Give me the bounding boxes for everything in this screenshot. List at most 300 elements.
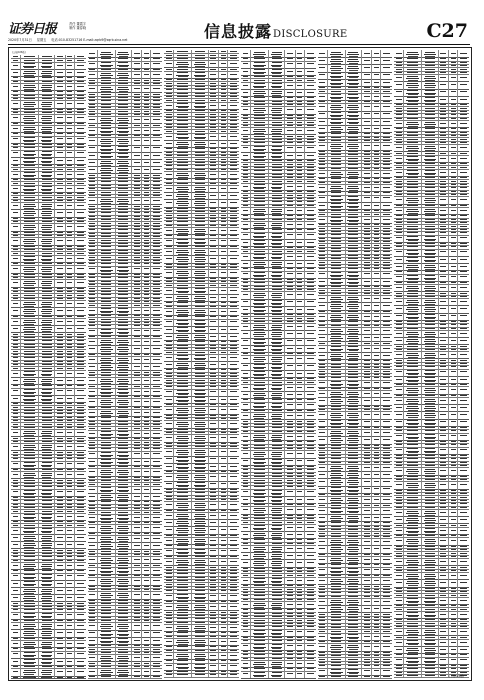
table-cell	[250, 61, 268, 68]
table-cell	[115, 535, 131, 542]
table-cell	[141, 137, 150, 144]
table-cell	[227, 652, 239, 659]
table-cell	[131, 50, 141, 57]
table-cell	[241, 531, 250, 538]
table-cell	[88, 468, 97, 475]
table-cell	[191, 603, 207, 610]
table-cell	[115, 363, 131, 370]
table-cell	[268, 412, 284, 419]
table-cell	[150, 363, 162, 370]
table-cell	[88, 542, 97, 549]
table-cell	[164, 199, 173, 206]
table-cell	[191, 319, 207, 326]
table-cell	[20, 69, 38, 76]
table-cell	[74, 325, 86, 332]
table-cell	[65, 562, 74, 569]
table-cell	[227, 133, 239, 140]
table-cell	[88, 486, 97, 493]
table-cell	[304, 629, 316, 636]
table-cell	[268, 260, 284, 267]
table-cell	[54, 651, 64, 658]
table-cell	[38, 489, 54, 496]
table-cell	[38, 594, 54, 601]
table-cell	[141, 542, 150, 549]
table-cell	[115, 577, 131, 584]
table-cell	[327, 478, 345, 485]
disclosure-table	[241, 50, 316, 678]
table-cell	[318, 79, 327, 86]
table-cell	[74, 629, 86, 636]
table-cell	[371, 567, 380, 574]
table-cell	[218, 624, 227, 631]
table-cell	[131, 152, 141, 159]
table-cell	[74, 377, 86, 384]
table-cell	[150, 61, 162, 68]
table-cell	[250, 433, 268, 440]
table-cell	[150, 377, 162, 384]
table-cell	[54, 279, 64, 286]
table-cell	[268, 253, 284, 260]
table-cell	[345, 577, 361, 584]
table-cell	[164, 354, 173, 361]
table-cell	[250, 402, 268, 409]
table-cell	[327, 397, 345, 404]
table-cell	[327, 302, 345, 309]
table-cell	[250, 145, 268, 152]
table-cell	[88, 145, 97, 152]
table-cell	[164, 192, 173, 199]
table-cell	[304, 232, 316, 239]
table-cell	[74, 471, 86, 478]
table-cell	[38, 513, 54, 520]
table-cell	[141, 159, 150, 166]
table-cell	[241, 291, 250, 298]
table-cell	[227, 389, 239, 396]
table-cell	[20, 676, 38, 678]
table-cell	[131, 197, 141, 204]
table-cell	[380, 486, 392, 493]
table-cell	[150, 535, 162, 542]
table-cell	[54, 587, 64, 594]
table-cell	[250, 601, 268, 608]
table-cell	[115, 152, 131, 159]
table-cell	[65, 279, 74, 286]
table-cell	[141, 577, 150, 584]
table-cell	[141, 430, 150, 437]
table-cell	[74, 62, 86, 69]
table-cell	[371, 313, 380, 320]
table-cell	[20, 461, 38, 468]
table-cell	[345, 216, 361, 223]
table-cell	[191, 406, 207, 413]
table-cell	[150, 328, 162, 335]
table-cell	[218, 558, 227, 565]
table-cell	[304, 391, 316, 398]
table-cell	[150, 622, 162, 629]
table-cell	[268, 127, 284, 134]
table-cell	[268, 384, 284, 391]
table-cell	[227, 673, 239, 676]
table-cell	[241, 489, 250, 496]
table-cell	[241, 433, 250, 440]
table-cell	[295, 355, 304, 362]
table-cell	[150, 388, 162, 395]
table-cell	[284, 402, 294, 409]
table-cell	[97, 486, 115, 493]
table-cell	[97, 328, 115, 335]
table-cell	[191, 140, 207, 147]
table-cell	[97, 514, 115, 521]
table-cell	[268, 68, 284, 75]
table-cell	[218, 133, 227, 140]
table-cell	[268, 345, 284, 352]
table-cell	[131, 388, 141, 395]
table-cell	[318, 111, 327, 118]
table-cell	[141, 591, 150, 598]
table-cell	[371, 464, 380, 471]
table-cell	[65, 377, 74, 384]
section-title-english: DISCLOSURE	[273, 29, 347, 40]
table-cell	[173, 663, 191, 670]
table-cell	[304, 496, 316, 503]
table-cell	[88, 451, 97, 458]
table-cell	[20, 658, 38, 665]
table-cell	[218, 673, 227, 676]
table-cell	[20, 443, 38, 450]
table-cell	[208, 537, 218, 544]
table-cell	[97, 542, 115, 549]
table-cell	[295, 629, 304, 636]
table-cell	[20, 489, 38, 496]
table-cell	[295, 545, 304, 552]
table-cell	[304, 363, 316, 370]
table-cell	[345, 334, 361, 341]
table-cell	[371, 125, 380, 132]
table-cell	[20, 150, 38, 157]
table-cell	[74, 307, 86, 314]
table-cell	[345, 184, 361, 191]
table-cell	[141, 116, 150, 123]
table-cell	[268, 577, 284, 584]
table-cell	[327, 125, 345, 132]
table-cell	[318, 380, 327, 387]
table-cell	[74, 676, 86, 678]
table-cell	[115, 137, 131, 144]
table-cell	[218, 420, 227, 427]
table-cell	[304, 221, 316, 228]
table-cell	[218, 593, 227, 600]
table-cell	[141, 61, 150, 68]
table-cell	[20, 209, 38, 216]
table-cell	[327, 567, 345, 574]
table-cell	[141, 363, 150, 370]
table-cell	[318, 556, 327, 563]
table-cell	[11, 471, 20, 478]
table-cell	[88, 50, 97, 57]
table-cell	[131, 345, 141, 352]
table-cell	[65, 83, 74, 90]
table-cell	[88, 398, 97, 405]
table-cell	[361, 64, 371, 71]
table-cell	[131, 159, 141, 166]
table-cell	[54, 541, 64, 548]
table-cell	[327, 142, 345, 149]
table-cell	[115, 493, 131, 500]
table-cell	[295, 402, 304, 409]
table-cell	[345, 72, 361, 79]
table-cell	[241, 552, 250, 559]
table-cell	[115, 524, 131, 531]
table-cell	[88, 493, 97, 500]
table-cell	[318, 496, 327, 503]
table-cell	[241, 506, 250, 513]
table-cell	[284, 271, 294, 278]
table-cell	[250, 50, 268, 57]
table-cell	[208, 652, 218, 659]
table-row	[88, 675, 163, 679]
table-cell	[20, 318, 38, 325]
table-cell	[65, 69, 74, 76]
table-cell	[115, 377, 131, 384]
table-cell	[327, 334, 345, 341]
table-cell	[241, 183, 250, 190]
table-cell	[150, 430, 162, 437]
table-cell	[88, 159, 97, 166]
table-cell	[173, 558, 191, 565]
table-cell	[54, 150, 64, 157]
table-cell	[141, 524, 150, 531]
table-cell	[250, 68, 268, 75]
table-cell	[361, 605, 371, 612]
table-cell	[361, 380, 371, 387]
table-cell	[97, 388, 115, 395]
table-cell	[295, 299, 304, 306]
table-cell	[191, 102, 207, 109]
table-cell	[191, 238, 207, 245]
table-cell	[361, 184, 371, 191]
table-cell	[115, 71, 131, 78]
masthead	[0, 0, 484, 46]
table-cell	[131, 166, 141, 173]
table-cell	[150, 137, 162, 144]
table-cell	[97, 630, 115, 637]
table-cell	[250, 232, 268, 239]
table-cell	[380, 93, 392, 100]
table-cell	[284, 145, 294, 152]
table-cell	[131, 356, 141, 363]
table-cell	[38, 527, 54, 534]
table-cell	[11, 307, 20, 314]
table-cell	[115, 127, 131, 134]
table-cell	[380, 598, 392, 605]
table-cell	[131, 591, 141, 598]
table-cell	[54, 307, 64, 314]
table-cell	[164, 60, 173, 67]
table-cell	[218, 171, 227, 178]
table-cell	[208, 133, 218, 140]
table-cell	[284, 291, 294, 298]
table-cell	[74, 237, 86, 244]
table-cell	[371, 419, 380, 426]
table-cell	[191, 537, 207, 544]
table-cell	[191, 71, 207, 78]
table-cell	[371, 478, 380, 485]
table-cell	[115, 328, 131, 335]
table-cell	[191, 473, 207, 480]
table-cell	[295, 458, 304, 465]
table-cell	[97, 430, 115, 437]
table-cell	[141, 622, 150, 629]
table-cell	[295, 601, 304, 608]
table-cell	[97, 356, 115, 363]
table-cell	[380, 538, 392, 545]
table-cell	[54, 255, 64, 262]
masthead-left	[8, 18, 208, 42]
table-cell	[38, 658, 54, 665]
table-cell	[97, 377, 115, 384]
table-cell	[361, 118, 371, 125]
table-cell	[227, 537, 239, 544]
table-cell	[88, 85, 97, 92]
table-cell	[208, 512, 218, 519]
table-cell	[38, 114, 54, 121]
table-cell	[361, 195, 371, 202]
table-cell	[218, 481, 227, 488]
table-cell	[97, 577, 115, 584]
table-cell	[361, 478, 371, 485]
table-cell	[65, 587, 74, 594]
table-cell	[304, 291, 316, 298]
table-cell	[65, 255, 74, 262]
table-cell	[284, 127, 294, 134]
table-cell	[65, 513, 74, 520]
table-cell	[65, 429, 74, 436]
table-cell	[115, 468, 131, 475]
table-cell	[318, 57, 327, 64]
table-cell	[191, 558, 207, 565]
table-cell	[11, 325, 20, 332]
table-cell	[65, 668, 74, 675]
table-cell	[284, 345, 294, 352]
table-cell	[327, 429, 345, 436]
table-cell	[227, 463, 239, 470]
table-cell	[97, 535, 115, 542]
table-cell	[380, 327, 392, 334]
table-cell	[164, 396, 173, 403]
table-cell	[268, 524, 284, 531]
table-cell	[218, 227, 227, 234]
table-cell	[371, 486, 380, 493]
table-cell	[74, 622, 86, 629]
table-cell	[227, 227, 239, 234]
table-cell	[284, 82, 294, 89]
table-cell	[74, 668, 86, 675]
table-cell	[304, 338, 316, 345]
table-cell	[361, 216, 371, 223]
table-cell	[11, 100, 20, 107]
table-cell	[131, 145, 141, 152]
table-cell	[20, 255, 38, 262]
section-title-chinese: 信息披露	[204, 22, 272, 41]
table-cell	[295, 412, 304, 419]
table-cell	[54, 202, 64, 209]
table-cell	[131, 409, 141, 416]
table-cell	[88, 345, 97, 352]
table-cell	[173, 287, 191, 294]
table-cell	[54, 676, 64, 678]
table-cell	[250, 338, 268, 345]
table-cell	[295, 671, 304, 678]
table-cell	[54, 640, 64, 647]
table-cell	[268, 531, 284, 538]
table-cell	[361, 545, 371, 552]
table-cell	[11, 136, 20, 143]
table-cell	[295, 82, 304, 89]
table-cell	[20, 513, 38, 520]
table-cell	[88, 127, 97, 134]
table-cell	[380, 295, 392, 302]
table-cell	[97, 567, 115, 574]
table-cell	[11, 489, 20, 496]
table-cell	[361, 103, 371, 110]
table-cell	[74, 223, 86, 230]
table-cell	[284, 531, 294, 538]
table-cell	[97, 50, 115, 57]
table-cell	[65, 136, 74, 143]
table-cell	[173, 473, 191, 480]
table-cell	[38, 237, 54, 244]
table-cell	[318, 170, 327, 177]
table-cell	[74, 562, 86, 569]
table-cell	[141, 127, 150, 134]
table-cell	[218, 354, 227, 361]
table-cell	[54, 209, 64, 216]
table-cell	[371, 271, 380, 278]
table-cell	[115, 630, 131, 637]
table-cell	[361, 496, 371, 503]
table-cell	[284, 629, 294, 636]
table-cell	[173, 319, 191, 326]
table-cell	[284, 552, 294, 559]
editor-line: 责任 董震宇	[69, 22, 86, 26]
table-cell	[208, 269, 218, 276]
table-cell	[295, 207, 304, 214]
table-cell	[345, 103, 361, 110]
table-cell	[74, 265, 86, 272]
table-cell	[115, 159, 131, 166]
table-cell	[304, 384, 316, 391]
table-cell	[38, 157, 54, 164]
table-cell	[54, 325, 64, 332]
issue-date: 2020年7月31日	[8, 38, 32, 42]
table-cell	[54, 443, 64, 450]
table-cell	[380, 352, 392, 359]
table-cell	[345, 170, 361, 177]
table-cell	[173, 548, 191, 555]
table-cell	[208, 192, 218, 199]
table-cell	[268, 271, 284, 278]
table-cell	[361, 72, 371, 79]
table-cell	[191, 420, 207, 427]
table-cell	[191, 519, 207, 526]
table-cell	[65, 395, 74, 402]
table-cell	[208, 354, 218, 361]
table-cell	[150, 166, 162, 173]
table-cell	[227, 481, 239, 488]
table-cell	[38, 622, 54, 629]
table-cell	[131, 535, 141, 542]
table-cell	[227, 199, 239, 206]
